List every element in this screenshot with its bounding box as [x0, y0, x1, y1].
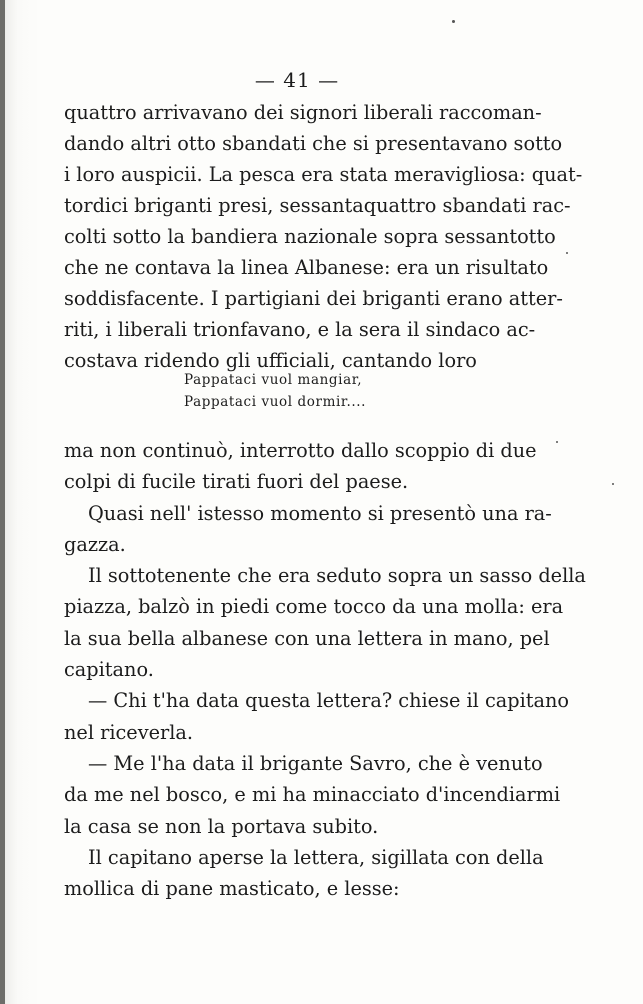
paragraph-3	[64, 498, 552, 561]
paper-speck	[556, 441, 558, 443]
text-line: piazza, balzò in piedi come tocco da una molla: era	[64, 595, 564, 619]
text-line: la casa se non la portava subito.	[64, 814, 379, 838]
page-number: — 41 —	[254, 68, 340, 92]
paragraph-1	[64, 97, 583, 376]
text-line: costava ridendo gli ufficiali, cantando loro	[64, 349, 477, 372]
paragraph-6	[64, 748, 561, 842]
text-line: — Chi t'ha data questa lettera? chiese il capitano	[88, 689, 570, 713]
text-line: da me nel bosco, e mi ha minacciato d'incendiarmi	[64, 783, 561, 807]
verse-line: Pappataci vuol mangiar,	[184, 372, 363, 388]
text-line: colti sotto la bandiera nazionale sopra sessantotto	[64, 225, 556, 248]
text-line: Il capitano aperse la lettera, sigillata con della	[88, 845, 544, 869]
paragraph-4	[64, 560, 586, 685]
text-line: mollica di pane masticato, e lesse:	[64, 877, 400, 901]
text-line: Il sottotenente che era seduto sopra un sasso della	[88, 564, 586, 588]
paper-speck	[612, 483, 614, 485]
text-line: riti, i liberali trionfavano, e la sera il sindaco ac-	[64, 318, 536, 341]
text-line: quattro arrivavano dei signori liberali raccoman-	[64, 101, 542, 124]
text-line: dando altri otto sbandati che si presentavano sotto	[64, 132, 563, 155]
paragraph-2	[64, 435, 537, 498]
text-line: soddisfacente. I partigiani dei briganti erano atter-	[64, 287, 563, 310]
text-line: gazza.	[64, 532, 126, 556]
paragraph-7	[64, 842, 544, 905]
text-line: capitano.	[64, 658, 154, 682]
paper-speck	[566, 252, 568, 254]
text-line: nel riceverla.	[64, 720, 194, 744]
text-line: Quasi nell' istesso momento si presentò una ra-	[88, 501, 552, 525]
text-line: — Me l'ha data il brigante Savro, che è venuto	[88, 751, 543, 775]
verse-quote	[184, 369, 366, 413]
paragraph-5	[64, 685, 570, 748]
text-line: tordici briganti presi, sessantaquattro sbandati rac-	[64, 194, 571, 217]
paper-speck	[452, 20, 455, 23]
text-line: i loro auspicii. La pesca era stata meravigliosa: quat-	[64, 163, 583, 186]
verse-line: Pappataci vuol dormir....	[184, 394, 367, 410]
text-line: che ne contava la linea Albanese: era un risultato	[64, 256, 549, 279]
text-line: la sua bella albanese con una lettera in mano, pel	[64, 626, 550, 650]
page-edge-shadow	[0, 0, 5, 1004]
text-line: colpi di fucile tirati fuori del paese.	[64, 470, 409, 494]
text-block-2	[64, 435, 586, 904]
text-line: ma non continuò, interrotto dallo scoppio di due	[64, 439, 537, 462]
